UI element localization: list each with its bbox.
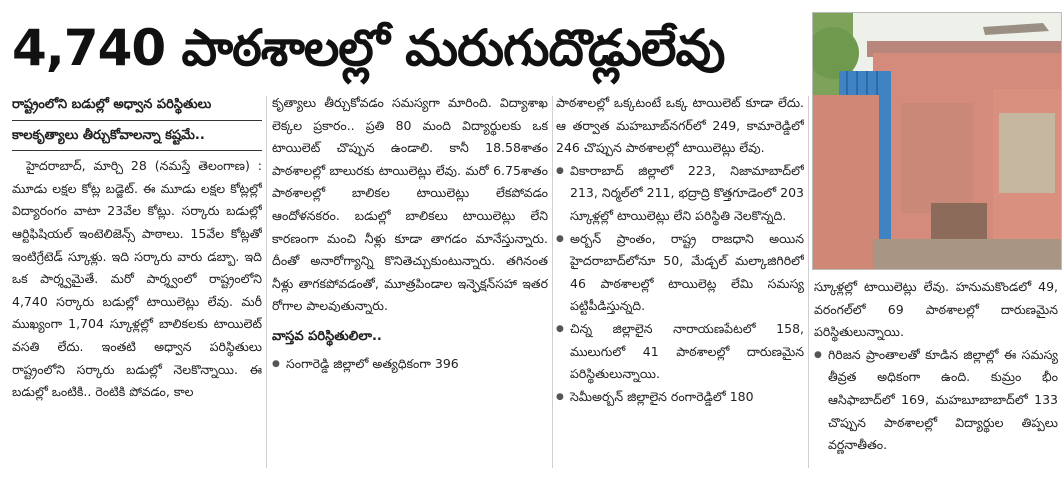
article-column-1 xyxy=(12,92,262,470)
subheading-1: రాష్ట్రంలోని బడుల్లో అధ్వాన పరిస్థితులు xyxy=(12,94,262,121)
article-paragraph: హైదరాబాద్, మార్చి 28 (నమస్తే తెలంగాణ) : మూడు లక్షల కోట్ల బడ్జెట్. ఈ మూడు లక్షల కోట్లల్లో విద్యారంగం వాటా 23వేల కోట్లు. సర్కారు బడుల్లో ఆర్టిఫిషియల్ ఇంటెలిజెన్స్ పాఠాలు. 15వేల కోట్లతో ఇంటిగ్రేటెడ్ స్కూళ్లు. ఇది సర్కారు వారు డబ్బా. ఇది ఒక పార్శ్వమైతే. మరో పార్శ్వంలో రాష్ట్రంలోని 4,740 సర్కారు బడుల్లో టాయిలెట్లు లేవు. మరీ ముఖ్యంగా 1,704 స్కూళ్లల్లో బాలికలకు టాయిలెట్ వసతి లేదు. ఇంతటి అధ్వాన పరిస్థితులు రాష్ట్రంలోని సర్కారు బడుల్లో నెలకొన్నాయి. ఈ బడుల్లో ఒంటికి.. రెంటికి పోవడం, కాల xyxy=(12,158,262,400)
photo-illustration xyxy=(813,13,1061,269)
bullet-point: ● అర్బన్ ప్రాంతం, రాష్ట్ర రాజధాని అయిన హైదరాబాద్‌లోనూ 50, మేడ్చల్ మల్కాజిగిరిలో 46 పాఠశాలల్లో టాయిలెట్ల లేమి సమస్య పట్టిపీడిస్తున్నది. xyxy=(556,228,804,318)
section-heading: వాస్తవ పరిస్థితులిలా.. xyxy=(272,328,382,344)
article-paragraph: కృత్యాలు తీర్చుకోవడం సమస్యగా మారింది. విద్యాశాఖ లెక్కల ప్రకారం.. ప్రతి 80 మంది విద్యార్థులకు ఒక టాయిలెట్ చొప్పున ఉండాలి. కానీ 18.58శాతం పాఠశాలల్లో బాలురకు టాయిలెట్లు లేవు. మరో 6.75శాతం పాఠశాలల్లో బాలికల టాయిలెట్లు లేకపోవడం ఆందోళనకరం. బడుల్లో బాలికలు టాయిలెట్లు లేని కారణంగా మంచి నీళ్లు కూడా తాగడం మానేస్తున్నారు. దీంతో అనారోగ్యాన్ని కొనితెచ్చుకుంటున్నారు. తగినంత నీళ్లు తాగకపోవడంతో, మూత్రపిండాల ఇన్ఫెక్షన్‌సహా ఇతర రోగాల పాలవుతున్నారు. xyxy=(272,95,548,314)
bullet-point: ● వికారాబాద్ జిల్లాలో 223, నిజామాబాద్‌లో 213, నిర్మల్‌లో 211, భద్రాద్రి కొత్తగూడెంలో 203 స్కూళ్లల్లో టాయిలెట్లు లేని పరిస్థితి నెలకొన్నది. xyxy=(556,160,804,228)
bullet-point: ● సంగారెడ్డి జిల్లాలో అత్యధికంగా 396 xyxy=(272,353,548,376)
bullet-point: ● గిరిజన ప్రాంతాలతో కూడిన జిల్లాల్లో ఈ సమస్య తీవ్రత అధికంగా ఉంది. కుమ్రం భీం ఆసిఫాబాద్‌లో 169, మహబూబాబాద్‌లో 133 చొప్పున పాఠశాలల్లో విద్యార్థుల తిప్పలు వర్ణనాతీతం. xyxy=(814,344,1058,457)
subheading-2: కాలకృత్యాలు తీర్చుకోవాలన్నా కష్టమే.. xyxy=(12,125,262,152)
column-divider xyxy=(808,96,809,468)
bullet-point: ● చిన్న జిల్లాలైన నారాయణపేటలో 158, ములుగులో 41 పాఠశాలల్లో దారుణమైన పరిస్థితులున్నాయి. xyxy=(556,318,804,386)
column-divider xyxy=(552,96,553,468)
column-divider xyxy=(266,96,267,468)
article-column-3 xyxy=(556,92,804,470)
article-paragraph: స్కూళ్లల్లో టాయిలెట్లు లేవు. హనుమకొండలో 49, వరంగల్‌లో 69 పాఠశాలల్లో దారుణమైన పరిస్థితులున్నాయి. xyxy=(814,279,1058,340)
bullet-point: ● సెమీఅర్బన్ జిల్లాలైన రంగారెడ్డిలో 180 xyxy=(556,386,804,409)
article-column-2 xyxy=(272,92,548,470)
article-column-4 xyxy=(814,276,1058,476)
headline: 4,740 పాఠశాలల్లో మరుగుదొడ్లులేవు xyxy=(12,19,725,77)
school-toilet-photo xyxy=(812,12,1062,270)
article-paragraph: పాఠశాలల్లో ఒక్కటంటే ఒక్క టాయిలెట్ కూడా లేదు. ఆ తర్వాత మహబూబ్‌నగర్‌లో 249, కామారెడ్డిలో 246 చొప్పున పాఠశాలల్లో టాయిలెట్లు లేవు. xyxy=(556,95,804,156)
